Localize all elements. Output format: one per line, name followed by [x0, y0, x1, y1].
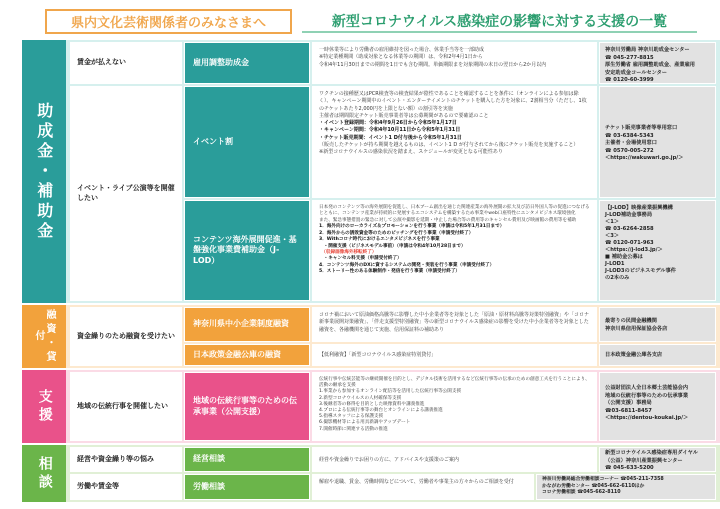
desc-line: コロナ禍において原油価格高騰等に影響した中小企業者等を対象とした「原油・原材料高騰等対策特別融資」や「コロナ新事業展開対策融資」、「伴走支援型特別融資」等の新型コロナウイルス感染症の影響を受けた中小企業者等を対象とした融資を、各融機関を通じて実施、信用保証料の補助あり	[319, 312, 590, 333]
desc-event-discount	[312, 86, 597, 198]
subject-traditional-text: 地域の伝統行事を開催したい	[77, 401, 168, 410]
desc-line: ・キャンペーン期間：令和4年10月11日から令和5年1月31日	[319, 127, 461, 134]
contact-line: ＜1＞	[605, 219, 619, 226]
contact-line: （公益）神奈川産業振興センター	[605, 457, 683, 464]
subject-consult-labor	[70, 474, 182, 500]
header-left-title: 県内文化芸術関係者のみなさまへ	[45, 9, 292, 34]
program-employment-subsidy-text: 雇用調整助成金	[193, 57, 249, 67]
contact-phone[interactable]: ☎ 0570-005-272	[605, 147, 654, 154]
contact-labor-consult	[536, 474, 716, 500]
contact-phone[interactable]: ☎ 0120-071-963	[605, 240, 654, 247]
contact-line: 主催者・会場使用窓口	[605, 140, 657, 147]
subject-event-text: イベント・ライブ公演等を開催したい	[77, 184, 175, 202]
contact-phone[interactable]: 神奈川労働局総合労働相談コーナー ☎045-211-7358	[542, 477, 664, 482]
program-business-consult	[184, 447, 310, 472]
contact-phone[interactable]: ☎03-6811-8457	[605, 407, 652, 414]
program-jfc-loan	[184, 344, 310, 366]
subject-loan-text: 資金繰りのため融資を受けたい	[77, 331, 175, 340]
desc-line: 解雇や退職、賃金、労働時間などについて、労働者や事業主の方々からのご相談を受付	[319, 479, 514, 485]
desc-line: ・チケット販売期間：イベント1 D付与後から令和5年1月31日	[319, 134, 462, 141]
desc-line: 4．コンテンツ海外のDXに資するシステムの開発・実装を行う事業（申請受付終了）	[319, 262, 495, 268]
contact-link[interactable]: ＜https://dentou-koukai.jp/＞	[605, 415, 689, 422]
desc-line: ・イベント登録期間：令和4年9月26日から令和5年1月17日	[319, 120, 457, 126]
contact-link[interactable]: ＜https://wakuwari.go.jp/＞	[605, 155, 684, 162]
contact-line: 地域の伝統行事等のための伝承事業	[605, 392, 689, 399]
subject-event	[70, 86, 182, 301]
subject-wages	[70, 42, 182, 84]
desc-line: （収録画像海外移転終了）	[319, 249, 377, 255]
contact-line: 厚生労働省 雇用調整助成金、産業雇用	[605, 62, 695, 69]
contact-line: 【J-LOD】映像産業振興機構	[605, 205, 673, 211]
desc-labor-consult	[312, 474, 534, 500]
desc-content-overseas	[312, 200, 597, 301]
contact-jfc-loan	[599, 344, 716, 366]
desc-line: 一時休業等により労働者の雇用維持を図った場合、休業手当等を一部助成	[319, 47, 485, 53]
contact-phone[interactable]: コロナ労働相談 ☎045-662-8110	[542, 490, 621, 496]
subject-loan	[70, 307, 182, 366]
desc-line: ※新型コロナウイルスの感染状況を踏まえ、スケジュールが変更となる可能性あり	[319, 149, 503, 155]
program-traditional-support-text: 地域の伝統行事等のための伝承事業（公開支援）	[193, 396, 297, 416]
desc-line: 2．海外からの誘致資金等のためのピッチングを行う事業（申請受付終了）	[319, 230, 474, 236]
desc-line: ワクチンの接種歴又はPCR検査等の検査結果が陰性であることを確認することを条件に（オンラインによる参加は除く）、キャンペーン期間中のイベント・エンターテイメントのチケットを購入した方を対象に、2割相当分（ただし、1枚のチケットあたり2,000円を上限とない額）の割引等を実施	[319, 91, 587, 112]
subject-consult-labor-text: 労働や賃金等	[77, 482, 119, 491]
desc-line: 6.撮影機材等による用具新調やアップデート	[319, 420, 411, 426]
program-labor-consult	[184, 474, 310, 500]
desc-line: ※特定業種期間（助成対象となる休業等の期間）は、令和2年4月1日から	[319, 54, 483, 61]
contact-line: （公開支援）事務局	[605, 400, 652, 407]
subject-consult-business	[70, 447, 182, 472]
desc-line: 主催者は期間限定チケット販売事業者等は公募期間があるので要確認のこと	[319, 112, 489, 119]
program-kanagawa-loan-text: 神奈川県中小企業制度融資	[193, 319, 289, 329]
contact-line: 神奈川労働局 神奈川助成金センター	[605, 47, 690, 53]
contact-line: J-LOD1	[605, 261, 625, 268]
desc-line: 4.プロによる伝統行事等の舞台とオンラインによる講義推進	[319, 407, 443, 413]
contact-kanagawa-loan	[599, 307, 716, 342]
contact-line: 公益財団法人全日本郷土芸能協会内	[605, 385, 689, 391]
contact-traditional-support	[599, 372, 716, 441]
desc-line: 経営や資金繰りでお困りの方に、アドバイスや支援策のご案内	[319, 457, 459, 463]
desc-jfc-loan	[312, 344, 597, 366]
subject-consult-business-text: 経営や資金繰り等の悩み	[77, 454, 154, 463]
contact-content-overseas	[599, 200, 716, 301]
desc-line: 令和4年11月30日までの期間を1日でも含む期間。単価期限まを対象期間の末日の翌日から2か月以内	[319, 61, 547, 68]
contact-line: 安定助成金コールセンター	[605, 69, 667, 76]
desc-line: 5.指導スタッフによる保護支援	[319, 414, 384, 420]
program-traditional-support	[184, 372, 310, 441]
desc-line: 1．海外向けのローカライズ＆プロモーションを行う事業（申請は令和5年1月31日まで）	[319, 224, 505, 230]
contact-line: の2本のみ	[605, 275, 630, 282]
desc-line: ・開催支援（ビジネスモデル事前）（申請は令和4年10月28日まで）	[319, 243, 466, 249]
desc-line: また、緊急事態措置の緊急に対して公演や撮影を延期・中止した場合等の費用等のキャンセル費用及び映画館の費用等を補助	[319, 217, 577, 223]
subject-wages-text: 賃金が払えない	[77, 58, 126, 67]
desc-line: 【低利融資】「新型コロナウイルス感染症特別貸付」	[319, 352, 437, 358]
section-finance	[22, 305, 66, 368]
desc-kanagawa-loan	[312, 307, 597, 342]
program-content-overseas-text: コンテンツ海外展開促進・基盤強化事業費補助金（J-LOD）	[193, 234, 297, 265]
contact-link[interactable]: ＜https://j-lod3.jp/＞	[605, 247, 663, 254]
desc-line: 3.後継者等の修得を目的とした映像資料や講義推進	[319, 401, 425, 407]
desc-business-consult	[312, 447, 597, 472]
program-event-discount	[184, 86, 310, 198]
program-business-consult-text: 経営相談	[193, 454, 225, 464]
section-support	[22, 370, 66, 443]
section-support-label: 支援	[36, 388, 53, 425]
contact-line: ＜3＞	[605, 233, 619, 240]
desc-line: 5．ストーリー性のある体験制作・発信を行う事業（申請受付終了）	[319, 269, 461, 275]
program-labor-consult-text: 労働相談	[193, 481, 225, 491]
contact-phone[interactable]: ☎ 045-277-8815	[605, 54, 654, 61]
contact-event-discount	[599, 86, 716, 198]
contact-phone[interactable]: ☎ 0120-60-3999	[605, 77, 654, 84]
program-employment-subsidy	[184, 42, 310, 84]
contact-line: 最寄りの民間金融機関	[605, 318, 657, 324]
desc-line: 伝統行事や伝統芸能等の継続開催を目的とし、デジタル技術を活用するなど伝統行事等の伝承のための創意工夫を行うことにより、活動の継承を支援	[319, 377, 590, 389]
desc-line: ・キャンセル料支援（申請受付終了）	[319, 256, 402, 262]
desc-line: 3．Withコロナ時代におけるエンタメビジネスを行う事業	[319, 237, 440, 243]
contact-phone[interactable]: ☎ 03-6384-5343	[605, 132, 654, 139]
contact-line: J-LOD補助金事務局	[605, 212, 653, 219]
desc-line: 1.事業から参加するオンライン配信等を活用した伝統行事等公開支援	[319, 389, 462, 395]
contact-line: チケット販売事業者等専用窓口	[605, 125, 678, 131]
contact-employment-subsidy	[599, 42, 716, 84]
section-consult-label: 相談	[36, 455, 53, 492]
desc-line: （販売したチケットが持ち期間を越えるものは、イベント1 D が付与されてから後にチケット販売を実施すること）	[319, 141, 579, 148]
contact-business-consult	[599, 447, 716, 472]
contact-line: 日本政策金融公庫各支店	[605, 352, 663, 358]
program-event-discount-text: イベント割	[193, 136, 233, 146]
header-right-title: 新型コロナウイルス感染症の影響に対する支援の一覧	[302, 11, 697, 33]
section-grants	[22, 40, 66, 303]
contact-phone[interactable]: かながわ労働センター ☎045-662-6110ほか	[542, 483, 645, 489]
desc-line: 2.新型コロナウイルスの人材確保等支援	[319, 395, 402, 401]
desc-line: 7.開催時節に関連する活動の推進	[319, 426, 388, 432]
program-kanagawa-loan	[184, 307, 310, 342]
section-consult	[22, 445, 66, 502]
section-finance-label: 融資・貸付	[33, 308, 55, 365]
program-jfc-loan-text: 日本政策金融公庫の融資	[193, 349, 281, 359]
section-grants-label: 助成金・補助金	[34, 101, 54, 242]
contact-line: 神奈川県信用保証協会各店	[605, 325, 668, 332]
program-content-overseas	[184, 200, 310, 301]
contact-line: 新型コロナウイルス感染症専用ダイヤル	[605, 450, 698, 456]
desc-traditional-support	[312, 372, 597, 441]
desc-employment-subsidy	[312, 42, 597, 84]
contact-phone[interactable]: ☎ 03-6264-2858	[605, 226, 654, 233]
contact-line: ■ 補助金公募は	[605, 254, 643, 261]
contact-line: J-LOD3のビジネスモデル事件	[605, 268, 676, 275]
subject-traditional	[70, 372, 182, 441]
desc-line: 日本発のコンテンツ等の海外展開を促進し、日本ブーム創出を通じた関連産業の海外展開の拡大及び訪日外国人等の促進につなげるとともに、コンテンツ産業が持続的に発展するエコシステムを構築するため事業やweb口座特性にエンタメビジネス環境強化	[319, 205, 590, 217]
contact-phone[interactable]: ☎ 045-633-5200	[605, 465, 654, 472]
